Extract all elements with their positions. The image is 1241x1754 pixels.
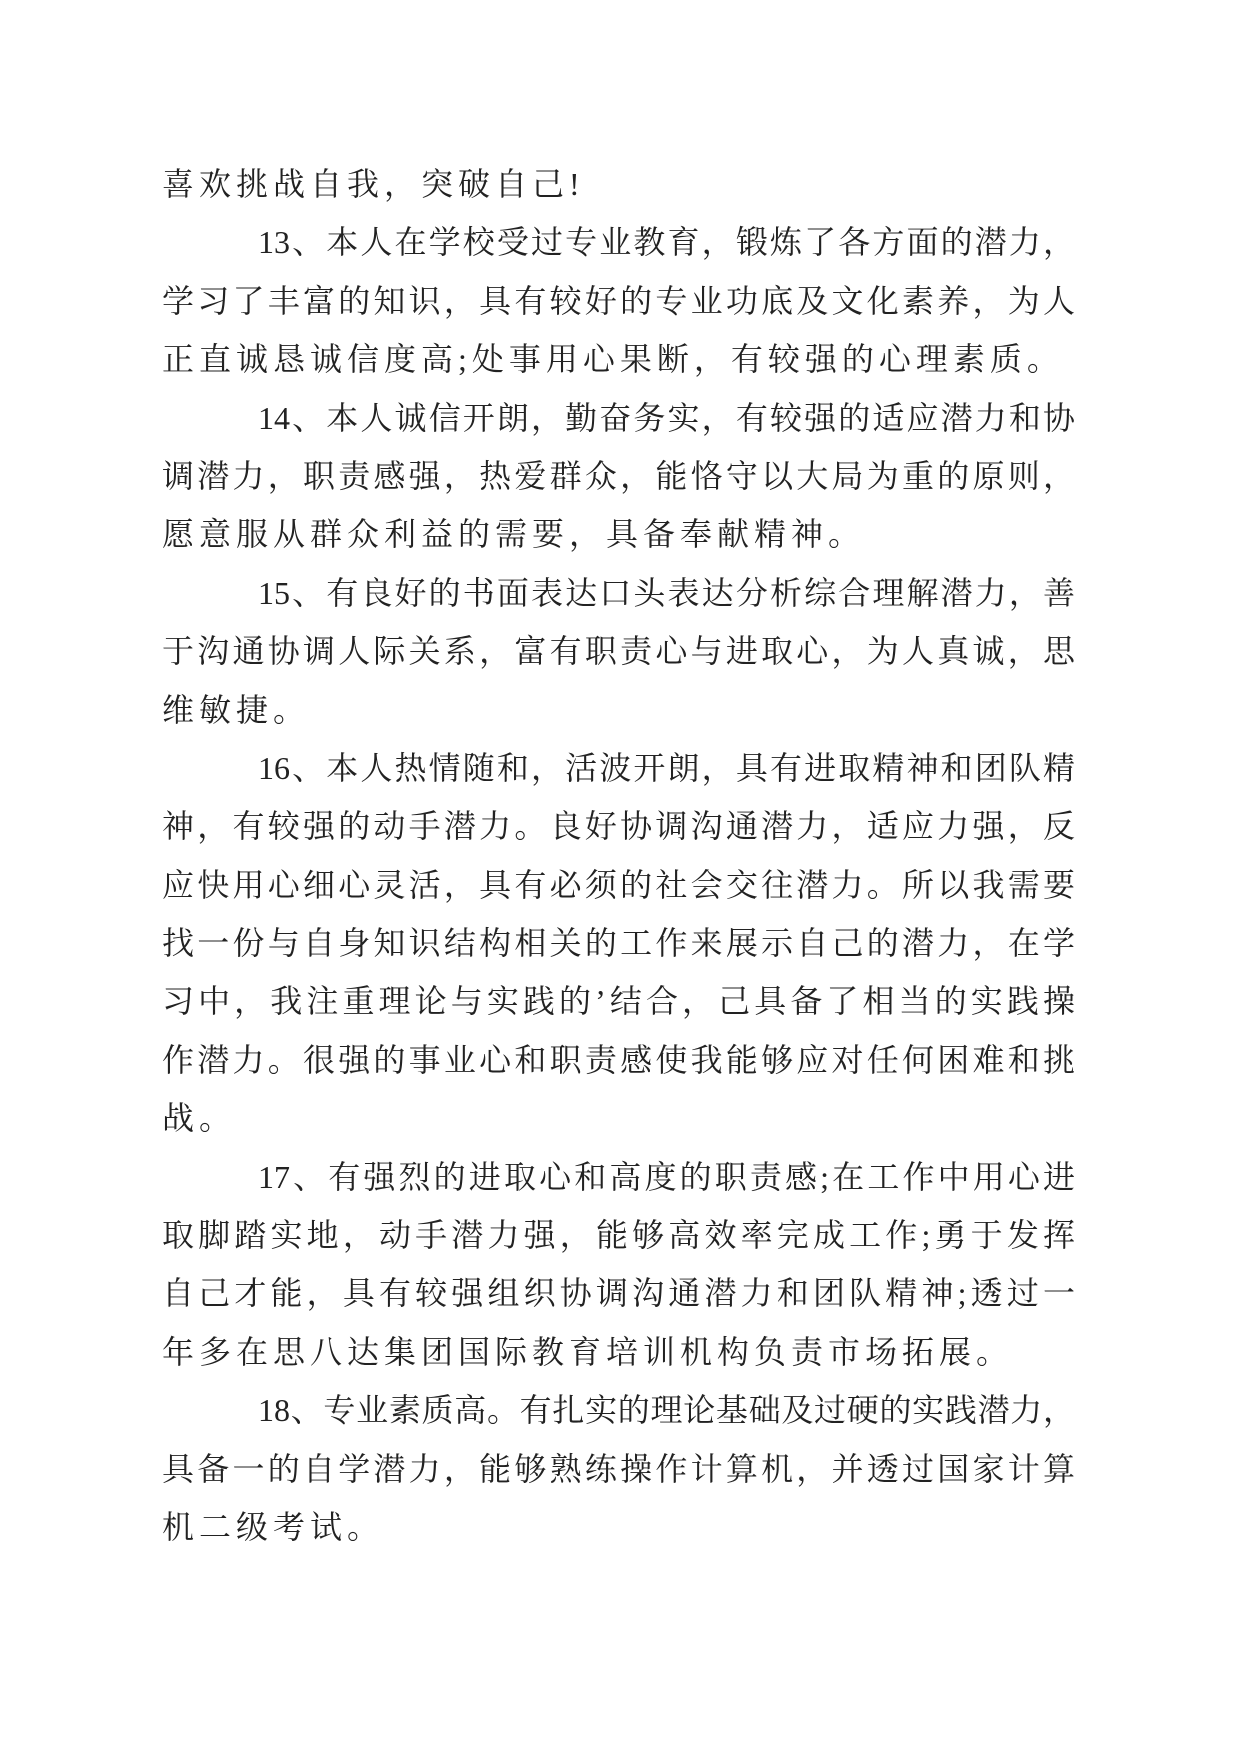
text-line: 13、本人在学校受过专业教育，锻炼了各方面的潜力， <box>258 224 1075 261</box>
text-line: 16、本人热情随和，活波开朗，具有进取精神和团队精 <box>258 749 1075 786</box>
text-line: 14、本人诚信开朗，勤奋务实，有较强的适应潜力和协 <box>258 399 1075 436</box>
text-line: 神，有较强的动手潜力。良好协调沟通潜力，适应力强，反 <box>162 808 1075 845</box>
text-line: 自己才能，具有较强组织协调沟通潜力和团队精神;透过一 <box>162 1275 1075 1312</box>
text-line: 喜欢挑战自我，突破自己! <box>162 166 585 202</box>
paragraph-16 <box>162 739 1075 1148</box>
text-line: 作潜力。很强的事业心和职责感使我能够应对任何困难和挑 <box>162 1041 1075 1078</box>
text-line: 具备一的自学潜力，能够熟练操作计算机，并透过国家计算 <box>162 1450 1075 1487</box>
paragraph-12-continuation <box>162 155 1075 213</box>
text-line: 15、有良好的书面表达口头表达分析综合理解潜力，善 <box>258 574 1075 611</box>
text-line: 调潜力，职责感强，热爱群众，能恪守以大局为重的原则， <box>162 457 1075 494</box>
paragraph-18 <box>162 1381 1075 1556</box>
text-line: 17、有强烈的进取心和高度的职责感;在工作中用心进 <box>258 1158 1075 1195</box>
text-line: 学习了丰富的知识，具有较好的专业功底及文化素养，为人 <box>162 282 1075 319</box>
paragraph-14 <box>162 389 1075 564</box>
paragraph-13 <box>162 213 1075 388</box>
paragraph-17 <box>162 1148 1075 1382</box>
text-line: 正直诚恳诚信度高;处事用心果断，有较强的心理素质。 <box>162 341 1064 378</box>
text-line: 18、专业素质高。有扎实的理论基础及过硬的实践潜力， <box>258 1392 1075 1429</box>
text-line: 于沟通协调人际关系，富有职责心与进取心，为人真诚，思 <box>162 633 1075 670</box>
text-line: 维敏捷。 <box>162 691 311 728</box>
text-line: 找一份与自身知识结构相关的工作来展示自己的潜力，在学 <box>162 925 1075 962</box>
text-line: 习中，我注重理论与实践的’结合，己具备了相当的实践操 <box>162 983 1075 1020</box>
text-line: 战。 <box>162 1100 237 1137</box>
text-line: 应快用心细心灵活，具有必须的社会交往潜力。所以我需要 <box>162 866 1075 903</box>
text-line: 愿意服从群众利益的需要，具备奉献精神。 <box>162 516 866 553</box>
paragraph-15 <box>162 564 1075 739</box>
text-line: 机二级考试。 <box>162 1508 385 1545</box>
text-line: 取脚踏实地，动手潜力强，能够高效率完成工作;勇于发挥 <box>162 1217 1075 1254</box>
document-text <box>162 155 1075 1556</box>
text-line: 年多在思八达集团国际教育培训机构负责市场拓展。 <box>162 1333 1014 1370</box>
